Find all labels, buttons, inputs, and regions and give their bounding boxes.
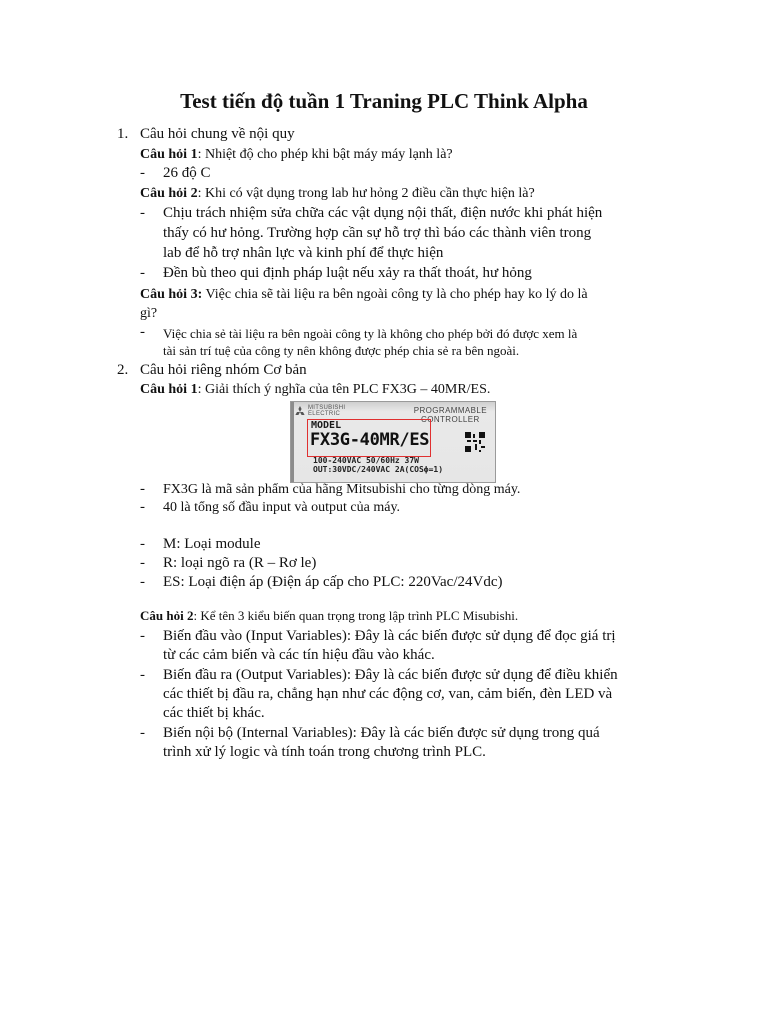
qr-code-icon bbox=[465, 432, 485, 452]
answer-line: từ các cảm biến và các tín hiệu đầu vào khác. bbox=[163, 647, 435, 663]
brand-line: ELECTRIC bbox=[308, 411, 341, 417]
question-text: : Kể tên 3 kiểu biến quan trọng trong lập trình PLC Misubishi. bbox=[193, 608, 519, 623]
answer-line: lab để hỗ trợ nhân lực và kinh phí để thực hiện bbox=[163, 245, 444, 261]
bullet-dash: - bbox=[140, 205, 145, 221]
answer-line: các thiết bị khác. bbox=[163, 705, 265, 721]
answer-item: ES: Loại điện áp (Điện áp cấp cho PLC: 220Vac/24Vdc) bbox=[163, 574, 503, 590]
question-text: : Khi có vật dụng trong lab hư hỏng 2 điều cần thực hiện là? bbox=[197, 186, 535, 201]
question-label: Câu hỏi 3: bbox=[140, 287, 203, 302]
power-spec: 100-240VAC 50/60Hz 37W bbox=[313, 456, 419, 465]
bullet-dash: - bbox=[140, 628, 145, 644]
question-2-1 bbox=[140, 380, 490, 399]
bullet-dash: - bbox=[140, 265, 145, 281]
type-line: PROGRAMMABLE bbox=[413, 406, 487, 415]
answer-line: Chịu trách nhiệm sửa chữa các vật dụng nội thất, điện nước khi phát hiện bbox=[163, 205, 603, 221]
type-line: CONTROLLER bbox=[421, 415, 480, 424]
bullet-dash: - bbox=[140, 324, 145, 340]
mitsubishi-logo-icon bbox=[294, 406, 306, 418]
plc-label-image bbox=[290, 401, 496, 483]
question-1-2 bbox=[140, 184, 535, 203]
question-label: Câu hỏi 1 bbox=[140, 147, 198, 162]
answer-line: Biến đầu ra (Output Variables): Đây là các biến được sử dụng để điều khiển bbox=[163, 667, 618, 683]
answer-item: R: loại ngõ ra (R – Rơ le) bbox=[163, 555, 317, 571]
answer-line: Biến nội bộ (Internal Variables): Đây là các biến được sử dụng trong quá bbox=[163, 725, 600, 741]
bullet-dash: - bbox=[140, 555, 145, 571]
output-spec: OUT:30VDC/240VAC 2A(COSϕ=1) bbox=[313, 465, 444, 474]
model-number: FX3G-40MR/ES bbox=[310, 430, 430, 450]
question-2-2 bbox=[140, 607, 518, 624]
brand-text bbox=[308, 405, 345, 417]
section-1-heading: Câu hỏi chung về nội quy bbox=[140, 126, 295, 142]
section-1-number: 1. bbox=[117, 126, 129, 142]
bullet-dash: - bbox=[140, 667, 145, 683]
question-1-1 bbox=[140, 145, 453, 164]
answer-line: Việc chia sẻ tài liệu ra bên ngoài công ty là không cho phép bởi đó được xem là bbox=[163, 326, 578, 341]
answer-item: 26 độ C bbox=[163, 165, 211, 181]
section-2-heading: Câu hỏi riêng nhóm Cơ bản bbox=[140, 362, 307, 378]
question-label: Câu hỏi 2 bbox=[140, 186, 198, 201]
answer-item: 40 là tổng số đầu input và output của máy. bbox=[163, 500, 401, 515]
answer-item: FX3G là mã sản phẩm của hãng Mitsubishi cho từng dòng máy. bbox=[163, 482, 521, 497]
answer-line: thấy có hư hỏng. Trường hợp cần sự hỗ trợ thì báo các thành viên trong bbox=[163, 225, 592, 241]
bullet-dash: - bbox=[140, 165, 145, 181]
question-text: : Giải thích ý nghĩa của tên PLC FX3G – 40MR/ES. bbox=[197, 382, 491, 397]
answer-item: Đền bù theo qui định pháp luật nếu xảy ra thất thoát, hư hỏng bbox=[163, 265, 532, 281]
question-text: Việc chia sẽ tài liệu ra bên ngoài công ty là cho phép hay ko lý do là bbox=[202, 287, 588, 302]
question-1-3 bbox=[140, 285, 588, 304]
answer-line: tài sản trí tuệ của công ty nên không được phép chia sẻ ra bên ngoài. bbox=[163, 343, 520, 358]
answer-line: Biến đầu vào (Input Variables): Đây là các biến được sử dụng để đọc giá trị bbox=[163, 628, 616, 644]
question-label: Câu hỏi 2 bbox=[140, 608, 194, 623]
bullet-dash: - bbox=[140, 536, 145, 552]
bullet-dash: - bbox=[140, 481, 145, 497]
bullet-dash: - bbox=[140, 725, 145, 741]
bullet-dash: - bbox=[140, 499, 145, 515]
question-label: Câu hỏi 1 bbox=[140, 382, 198, 397]
section-2-number: 2. bbox=[117, 362, 129, 378]
answer-line: các thiết bị đầu ra, chẳng hạn như các động cơ, van, cảm biến, đèn LED và bbox=[163, 686, 613, 702]
question-text-continued: gì? bbox=[140, 306, 158, 321]
question-text: : Nhiệt độ cho phép khi bật máy máy lạnh là? bbox=[197, 147, 453, 162]
brand-line: MITSUBISHI bbox=[308, 405, 346, 411]
model-label: MODEL bbox=[311, 420, 342, 431]
answer-item: M: Loại module bbox=[163, 536, 261, 552]
bullet-dash: - bbox=[140, 574, 145, 590]
answer-line: trình xử lý logic và tính toán trong chương trình PLC. bbox=[163, 744, 486, 760]
page-title: Test tiến độ tuần 1 Traning PLC Think Alpha bbox=[180, 89, 588, 113]
